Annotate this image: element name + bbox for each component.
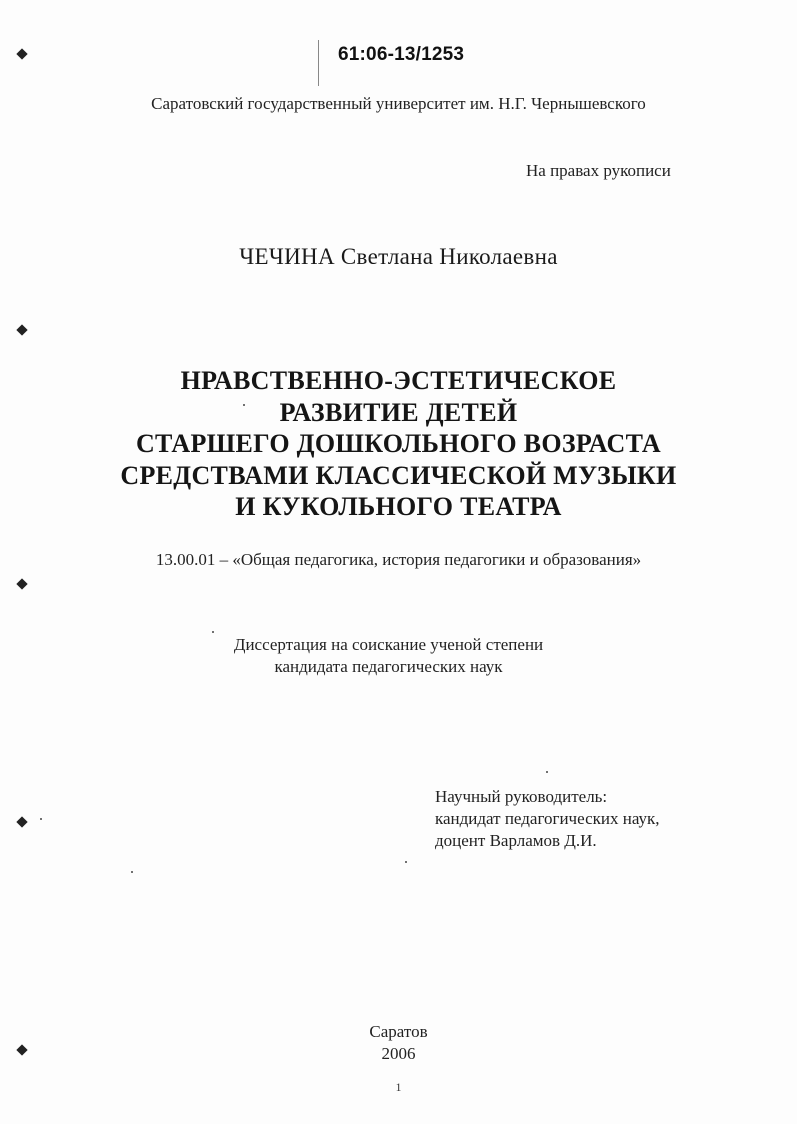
specialty-code: 13.00.01 – «Общая педагогика, история педагогики и образования» — [155, 550, 642, 569]
scan-speck — [243, 404, 245, 406]
dissertation-title — [0, 365, 797, 523]
title-line: И КУКОЛЬНОГО ТЕАТРА — [235, 492, 562, 521]
binding-hole-mark — [16, 324, 27, 335]
dissertation-line: кандидата педагогических наук — [274, 657, 503, 676]
supervisor-name: доцент Варламов Д.И. — [435, 831, 597, 850]
scan-speck — [40, 818, 42, 820]
scan-speck — [212, 631, 214, 633]
university-name: Саратовский государственный университет им. Н.Г. Чернышевского — [151, 94, 646, 113]
title-line: СРЕДСТВАМИ КЛАССИЧЕСКОЙ МУЗЫКИ — [120, 460, 677, 490]
dissertation-line: Диссертация на соискание ученой степени — [233, 635, 544, 654]
city-year-block — [0, 1021, 797, 1065]
city: Саратов — [369, 1022, 428, 1041]
supervisor-block — [435, 786, 660, 852]
manuscript-note: На правах рукописи — [526, 161, 671, 180]
scan-speck — [546, 771, 548, 773]
scan-speck — [405, 861, 407, 863]
scan-speck — [131, 871, 133, 873]
author-name: ЧЕЧИНА Светлана Николаевна — [239, 244, 558, 269]
title-line: НРАВСТВЕННО-ЭСТЕТИЧЕСКОЕ — [180, 366, 617, 395]
dissertation-type — [0, 634, 777, 678]
catalog-number: 61:06-13/1253 — [338, 44, 465, 65]
binding-hole-mark — [16, 816, 27, 827]
page-number: 1 — [395, 1080, 402, 1094]
binding-hole-mark — [16, 48, 27, 59]
scan-vertical-line — [318, 40, 319, 86]
binding-hole-mark — [16, 578, 27, 589]
supervisor-degree: кандидат педагогических наук, — [435, 809, 660, 828]
supervisor-heading: Научный руководитель: — [435, 787, 608, 806]
title-line: РАЗВИТИЕ ДЕТЕЙ — [279, 397, 518, 427]
title-line: СТАРШЕГО ДОШКОЛЬНОГО ВОЗРАСТА — [135, 429, 662, 458]
year: 2006 — [381, 1044, 416, 1063]
